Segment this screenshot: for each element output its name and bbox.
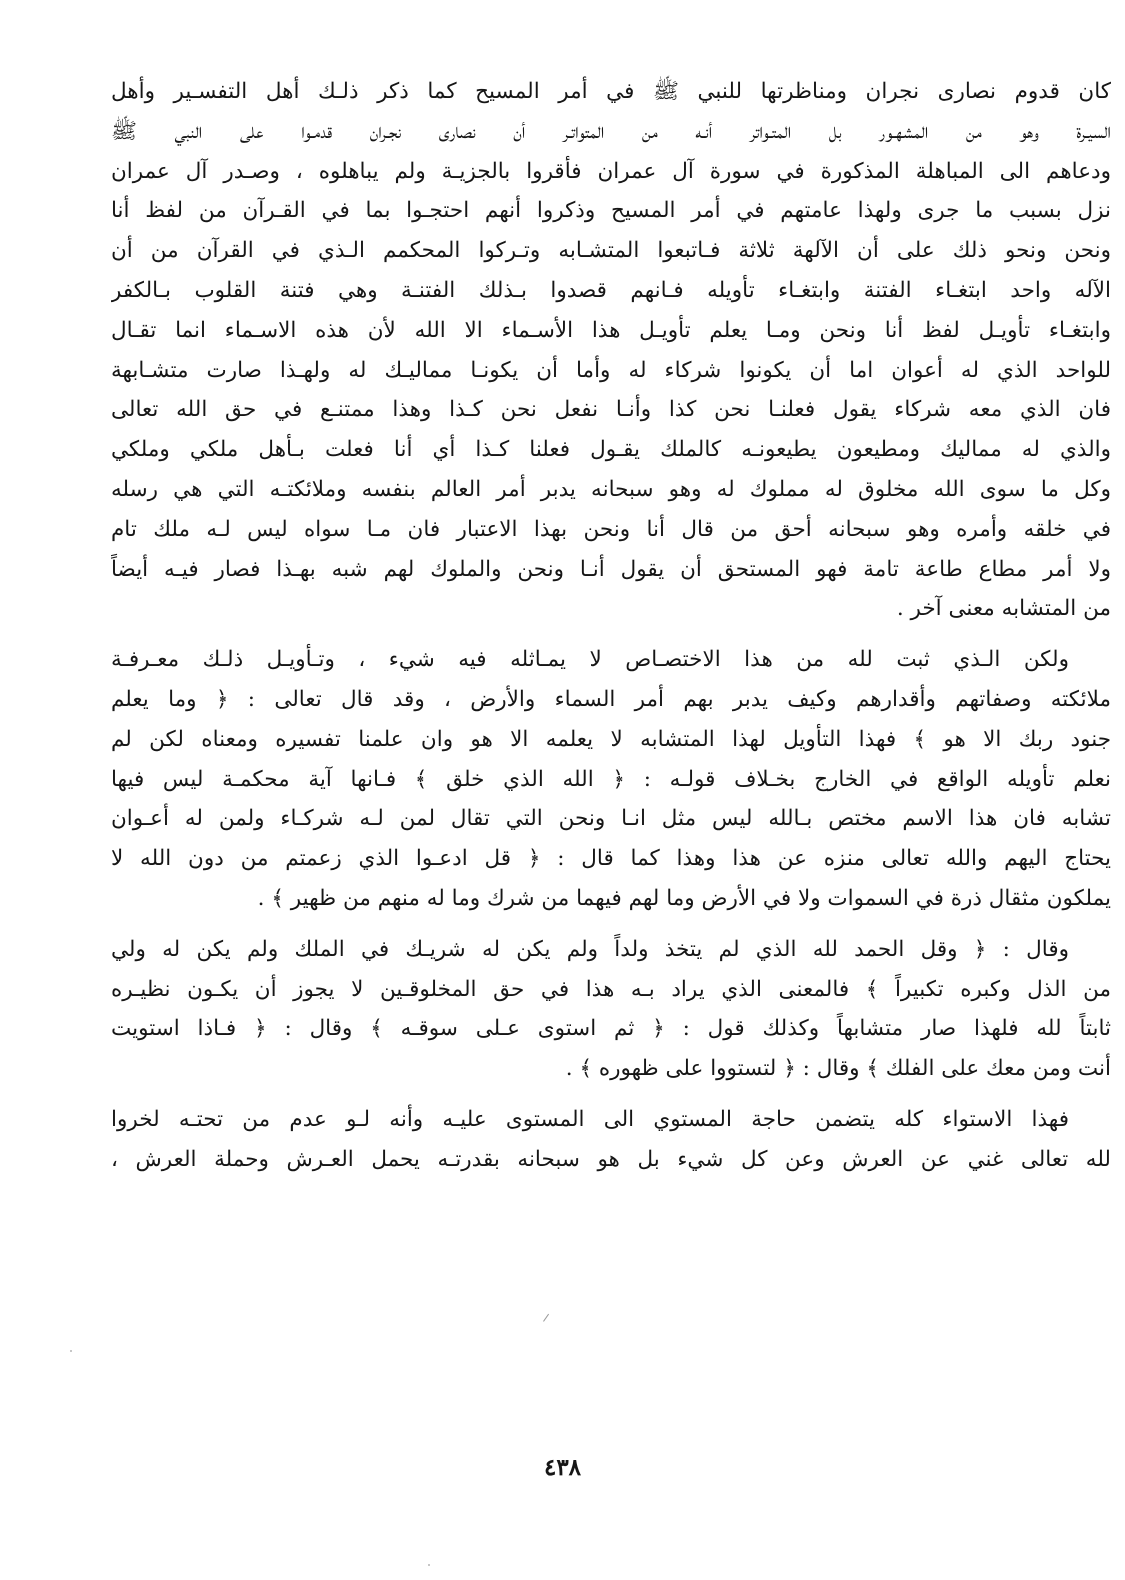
- page-number: ٤٣٨: [543, 1454, 582, 1481]
- text-line: تشابه فان هذا الاسم مختص بـالله ليس مثل انـا ونحن التي تقال لمن لـه شركـاء ولمن له أعـوان: [111, 806, 1111, 832]
- text-line: أنت ومن معك على الفلك ﴾ وقال : ﴿ لتستووا على ظهوره ﴾ .: [565, 1056, 1111, 1082]
- text-line: جنود ربك الا هو ﴾ فهذا التأويل لهذا المتشابه لا يعلمه الا هو وان علمنا تفسيره ومعناه لكن لم: [111, 726, 1111, 752]
- text-line: وابتغـاء تأويـل لفظ أنا ونحن ومـا يعلم تأويـل هذا الأسـماء الا الله لأن هذه الاسـماء انما تقـال: [111, 317, 1111, 343]
- text-line: ونحن ونحو ذلك على أن الآلهة ثلاثة فـاتبعوا المتشـابه وتـركوا المحكمم الـذي في القرآن من أن: [111, 238, 1111, 264]
- text-line: يحتاج اليهم والله تعالى منزه عن هذا وهذا كما قال : ﴿ قل ادعـوا الذي زعمتم من دون الله لا: [111, 846, 1111, 872]
- text-line: ملائكته وصفاتهم وأقدارهم وكيف يدبر بهم أمر السماء والأرض ، وقد قال تعالى : ﴿ وما يعلم: [111, 686, 1111, 712]
- paragraph-4: [111, 1100, 1111, 1180]
- text-line: والذي له مماليك ومطيعون يطيعونـه كالملك يقـول فعلنا كـذا أي أنا فعلت بـأهل ملكي وملكي: [111, 437, 1111, 463]
- text-line: الآله واحد ابتغـاء الفتنة وابتغـاء تأويله فـانهم قصدوا بـذلك الفتنـة وهي فتنة القلوب بـالكفر: [111, 277, 1111, 303]
- paragraph-1: [111, 72, 1111, 629]
- text-line: كان قدوم نصارى نجران ومناظرتها للنبي ﷺ في أمر المسيح كما ذكر ذلـك أهل التفسـير وأهل: [111, 79, 1111, 104]
- text-line: من المتشابه معنى آخر .: [896, 596, 1111, 622]
- text-line: ولكن الـذي ثبت لله من هذا الاختصـاص لا يمـاثله فيه شيء ، وتـأويـل ذلـك معـرفـة: [111, 647, 1069, 673]
- text-line: فهذا الاستواء كله يتضمن حاجة المستوي الى المستوى عليـه وأنه لـو عدم من تحتـه لخروا: [111, 1106, 1069, 1132]
- text-line: يملكون مثقال ذرة في السموات ولا في الأرض وما لهم فيهما من شرك وما له منهم من ظهير ﴾ .: [257, 885, 1111, 911]
- body-text: [111, 72, 1111, 1191]
- text-line: ودعاهم الى المباهلة المذكورة في سورة آل عمران فأقروا بالجزيـة ولم يباهلوه ، وصـدر آل عمران: [111, 158, 1111, 184]
- text-line: فان الذي معه شركاء يقول فعلنـا نحن كذا وأنـا نفعل نحن كـذا وهذا ممتنـع في حق الله تعالى: [111, 397, 1111, 423]
- text-line: نعلم تأويله الواقع في الخارج بخـلاف قولـه : ﴿ الله الذي خلق ﴾ فـانها آية محكمـة ليس فيها: [111, 766, 1111, 792]
- scan-speck: [70, 1350, 72, 1352]
- text-line: ولا أمر مطاع طاعة تامة فهو المستحق أن يقول أنـا ونحن والملوك لهم شبه بهـذا فصار فيـه أيضاً: [111, 556, 1111, 582]
- scan-speck: [428, 1564, 430, 1566]
- text-line: وقال : ﴿ وقل الحمد لله الذي لم يتخذ ولداً ولم يكن له شريـك في الملك ولم يكن له ولي: [111, 936, 1069, 962]
- text-line: ثابتاً لله فلهذا صار متشابهاً وكذلك قول : ﴿ ثم استوى عـلى سوقـه ﴾ وقال : ﴿ فـاذا استويت: [111, 1016, 1111, 1042]
- text-line: السيـرة وهو من المشهـور بل المتـواتر أنـه من المتواتـر أن نصارى نجـران قدمـوا على النبي ﷺ: [111, 118, 1111, 144]
- text-line: نزل بسبب ما جرى ولهذا عامتهم في أمر المسيح وذكروا أنهم احتجـوا بما في القـرآن من لفظ أنا: [111, 198, 1111, 224]
- paragraph-2: [111, 640, 1111, 919]
- stray-pen-mark: [543, 1314, 554, 1325]
- text-line: للواحد الذي له أعوان اما أن يكونوا شركاء له وأما أن يكونـا مماليـك له ولهـذا صارت متشـابهة: [111, 357, 1111, 383]
- text-line: وكل ما سوى الله مخلوق له مملوك له وهو سبحانه يدبر أمر العالم بنفسه وملائكتـه التي هي رسله: [111, 476, 1111, 502]
- paragraph-3: [111, 930, 1111, 1089]
- text-line: في خلقه وأمره وهو سبحانه أحق من قال أنا ونحن بهذا الاعتبار فان مـا سواه ليس لـه ملك تام: [111, 516, 1111, 542]
- text-line: لله تعالى غني عن العرش وعن كل شيء بل هو سبحانه بقدرتـه يحمل العـرش وحملة العرش ،: [111, 1146, 1111, 1172]
- text-line: من الذل وكبره تكبيراً ﴾ فالمعنى الذي يراد بـه هذا في حق المخلوقـين لا يجوز أن يكـون نظيـره: [111, 976, 1111, 1002]
